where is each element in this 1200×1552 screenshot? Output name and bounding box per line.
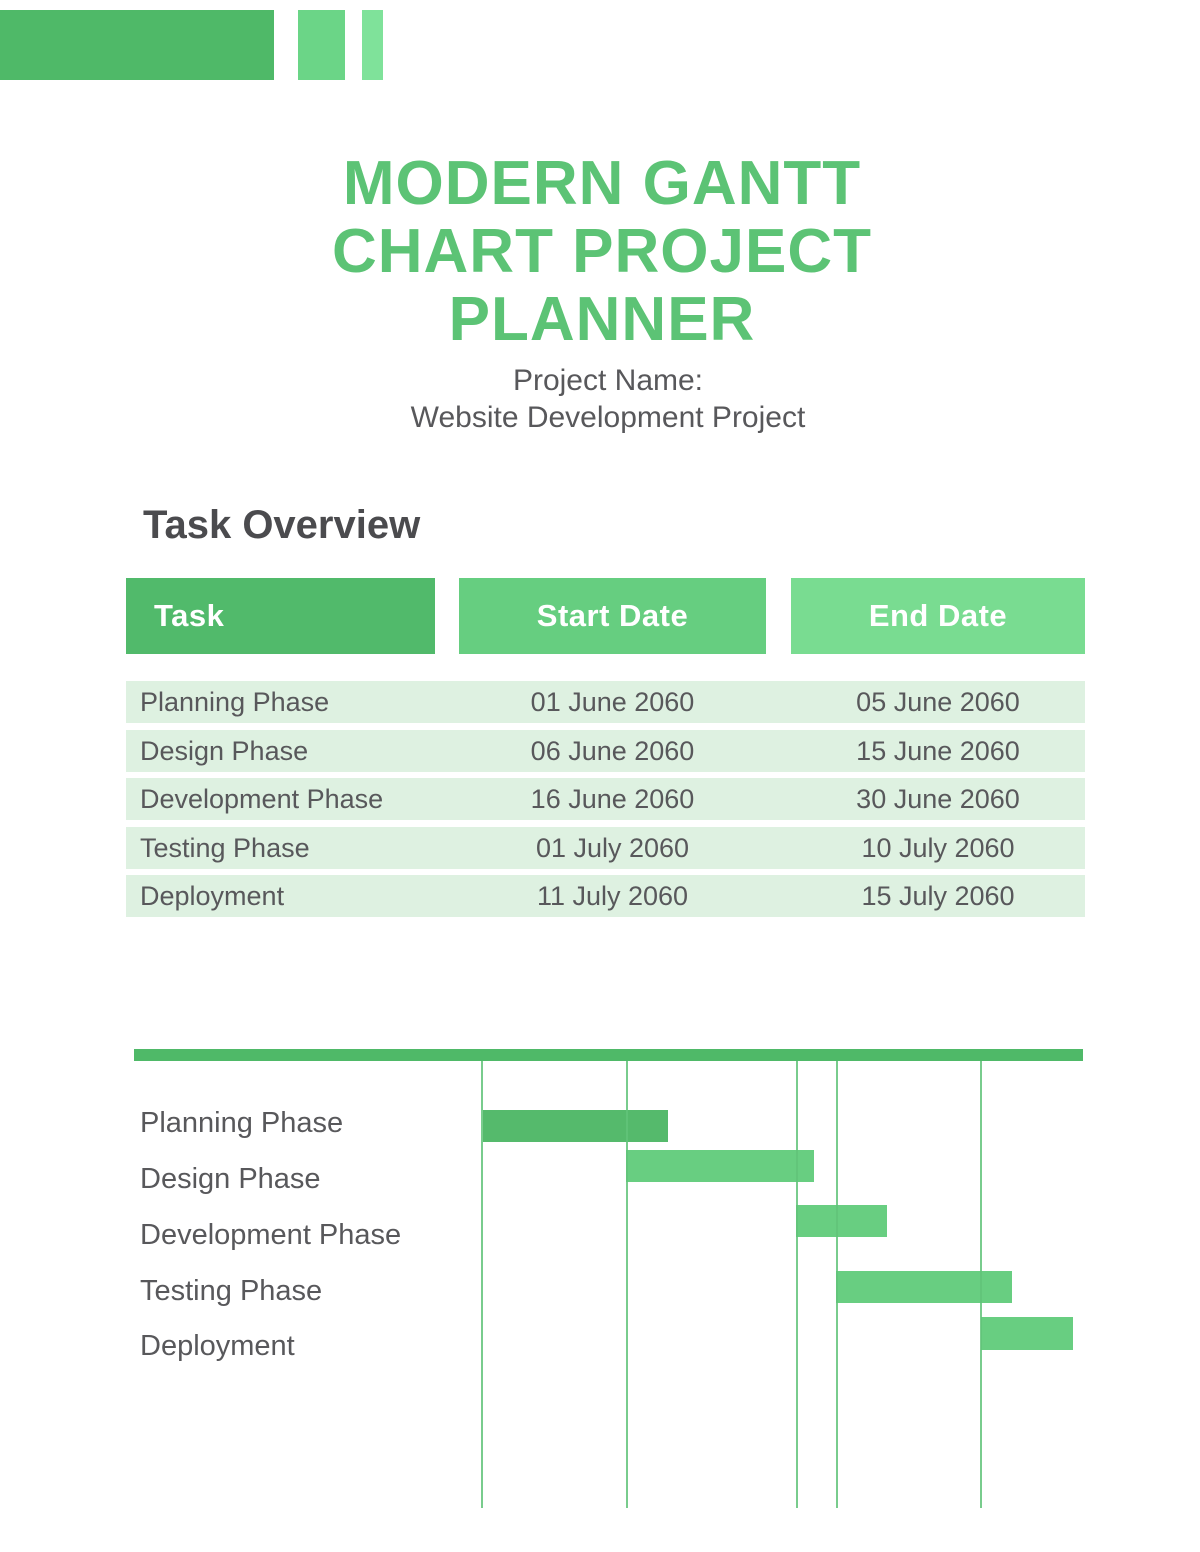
- gantt-gridline: [980, 1061, 982, 1508]
- task-overview-heading: Task Overview: [143, 503, 421, 547]
- task-cell: Deployment: [140, 881, 285, 911]
- title-line-2: CHART PROJECT: [331, 217, 873, 286]
- start-date-cell: 16 June 2060: [530, 784, 695, 814]
- gantt-gridline: [481, 1061, 483, 1508]
- project-name-block: [6, 362, 1200, 436]
- gantt-gridline: [626, 1061, 628, 1508]
- table-column-header-label: Start Date: [536, 598, 689, 633]
- decoration-bar: [298, 10, 345, 80]
- table-column-header-label: Task: [154, 598, 225, 633]
- gantt-task-bar: [796, 1205, 887, 1237]
- project-name-label: Project Name:: [512, 364, 704, 397]
- gantt-task-label: Design Phase: [140, 1163, 321, 1195]
- table-row: [126, 827, 1085, 869]
- gantt-task-label: Deployment: [140, 1330, 295, 1362]
- task-cell: Development Phase: [140, 784, 384, 814]
- end-date-cell: 30 June 2060: [856, 784, 1020, 814]
- gantt-gridline: [836, 1061, 838, 1508]
- gantt-task-label: Planning Phase: [140, 1107, 344, 1139]
- table-column-header: [459, 578, 766, 654]
- gantt-task-bar: [626, 1150, 814, 1182]
- gantt-task-label: Development Phase: [140, 1219, 402, 1251]
- project-name-value: Website Development Project: [410, 401, 806, 434]
- table-column-header-label: End Date: [868, 598, 1008, 633]
- title-line-1: MODERN GANTT: [342, 149, 862, 218]
- title-line-3: PLANNER: [448, 285, 756, 354]
- start-date-cell: 06 June 2060: [530, 736, 695, 766]
- task-cell: Design Phase: [140, 736, 309, 766]
- gantt-top-axis-bar: [134, 1049, 1083, 1061]
- task-cell: Testing Phase: [140, 833, 310, 863]
- decoration-bar: [0, 10, 274, 80]
- start-date-cell: 01 June 2060: [530, 687, 695, 717]
- gantt-task-label: Testing Phase: [140, 1275, 323, 1307]
- task-table: [126, 578, 1085, 918]
- end-date-cell: 15 June 2060: [856, 736, 1020, 766]
- page-title: [0, 150, 1200, 354]
- decoration-bar: [362, 10, 383, 80]
- start-date-cell: 11 July 2060: [536, 881, 689, 911]
- end-date-cell: 05 June 2060: [856, 687, 1020, 717]
- table-row: [126, 730, 1085, 772]
- task-cell: Planning Phase: [140, 687, 330, 717]
- gantt-task-bar: [483, 1110, 668, 1142]
- table-column-header: [126, 578, 435, 654]
- gantt-task-bar: [836, 1271, 1012, 1303]
- table-row: [126, 681, 1085, 723]
- table-row: [126, 778, 1085, 820]
- table-column-header: [791, 578, 1085, 654]
- table-row: [126, 875, 1085, 917]
- end-date-cell: 10 July 2060: [861, 833, 1015, 863]
- gantt-gridline: [796, 1061, 798, 1508]
- gantt-task-bar: [981, 1317, 1073, 1350]
- end-date-cell: 15 July 2060: [861, 881, 1015, 911]
- start-date-cell: 01 July 2060: [535, 833, 690, 863]
